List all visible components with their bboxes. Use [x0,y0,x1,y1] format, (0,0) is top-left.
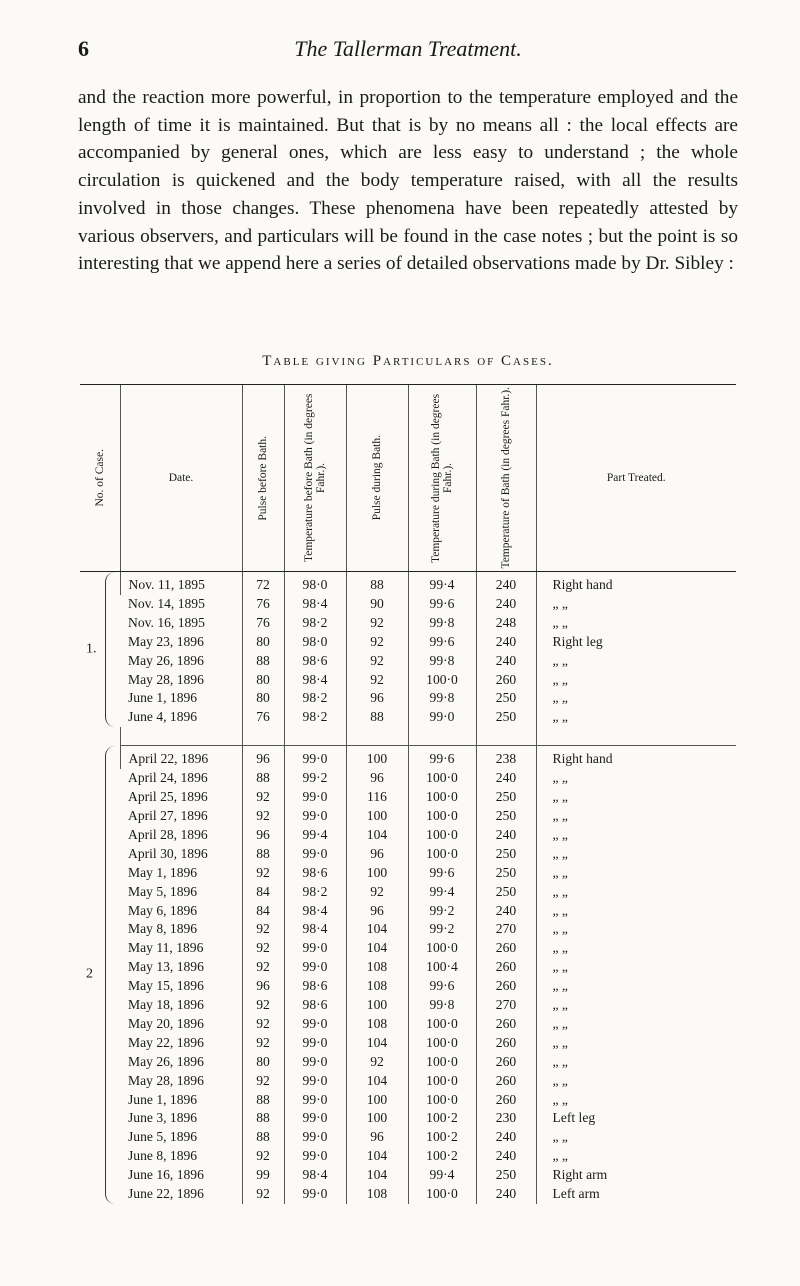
temp-before-cell: 99·0 [284,1072,346,1091]
table-row [80,864,736,883]
temp-during-cell: 100·2 [408,1147,476,1166]
pulse-before-cell: 88 [242,1091,284,1110]
pulse-during-cell: 96 [346,902,408,921]
date-cell: Nov. 14, 1895 [128,595,205,611]
date-cell: June 3, 1896 [128,1110,198,1126]
temp-before-cell: 99·4 [284,826,346,845]
part-cell: „ „ [536,958,736,977]
pulse-during-cell: 104 [346,1166,408,1185]
temp-during-cell: 99·4 [408,1166,476,1185]
part-cell: „ „ [536,1147,736,1166]
temp-before-cell: 98·4 [284,1166,346,1185]
temp-during-cell: 99·8 [408,652,476,671]
temp-before-cell: 98·6 [284,977,346,996]
temp-before-cell: 99·0 [284,845,346,864]
table-row [80,1185,736,1204]
pulse-during-cell: 108 [346,1185,408,1204]
table-row [80,1109,736,1128]
temp-before-cell: 99·0 [284,788,346,807]
part-cell: „ „ [536,939,736,958]
pulse-before-cell: 92 [242,920,284,939]
pulse-before-cell: 92 [242,788,284,807]
part-cell: „ „ [536,807,736,826]
part-cell: Right arm [536,1166,736,1185]
table-row [80,614,736,633]
date-cell: June 5, 1896 [128,1129,198,1145]
pulse-during-cell: 100 [346,807,408,826]
date-cell: April 22, 1896 [120,746,242,769]
date-cell: May 28, 1896 [128,1072,204,1088]
table-row [80,826,736,845]
temp-during-cell: 100·2 [408,1109,476,1128]
header-pulse-during: Pulse during Bath. [346,385,408,572]
table-row [80,1147,736,1166]
pulse-before-cell: 92 [242,1034,284,1053]
temp-during-cell: 100·0 [408,1091,476,1110]
temp-bath-cell: 260 [476,1072,536,1091]
date-cell: June 1, 1896 [128,1091,198,1107]
date-cell: May 15, 1896 [128,978,204,994]
temp-before-cell: 99·0 [284,807,346,826]
temp-during-cell: 100·0 [408,1034,476,1053]
temp-before-cell: 99·0 [284,1185,346,1204]
temp-before-cell: 98·6 [284,996,346,1015]
temp-before-cell: 99·0 [284,1034,346,1053]
temp-bath-cell: 270 [476,920,536,939]
temp-before-cell: 98·2 [284,708,346,727]
pulse-before-cell: 96 [242,746,284,769]
part-cell: „ „ [536,1034,736,1053]
pulse-before-cell: 92 [242,1015,284,1034]
temp-bath-cell: 260 [476,1091,536,1110]
table-row [80,883,736,902]
table-row [80,633,736,652]
temp-before-cell: 98·6 [284,864,346,883]
part-cell: „ „ [536,1015,736,1034]
part-cell: Right leg [536,633,736,652]
part-cell: Right hand [536,572,736,595]
pulse-before-cell: 88 [242,652,284,671]
temp-before-cell: 99·0 [284,1091,346,1110]
temp-bath-cell: 240 [476,769,536,788]
pulse-during-cell: 96 [346,845,408,864]
page-number: 6 [78,36,89,61]
table-row [80,1091,736,1110]
pulse-during-cell: 104 [346,1147,408,1166]
temp-before-cell: 98·6 [284,652,346,671]
temp-bath-cell: 240 [476,1128,536,1147]
date-cell: April 24, 1896 [128,770,208,786]
pulse-before-cell: 88 [242,1109,284,1128]
pulse-before-cell: 96 [242,977,284,996]
date-cell: June 16, 1896 [128,1167,204,1183]
temp-during-cell: 100·0 [408,845,476,864]
temp-before-cell: 98·4 [284,902,346,921]
date-cell: May 11, 1896 [128,940,204,956]
table-row [80,977,736,996]
temp-during-cell: 99·4 [408,883,476,902]
group-separator [80,727,736,746]
date-cell: May 26, 1896 [128,652,204,668]
pulse-before-cell: 84 [242,902,284,921]
case-number: 1. [86,641,97,657]
pulse-before-cell: 76 [242,614,284,633]
temp-bath-cell: 260 [476,1034,536,1053]
temp-during-cell: 99·6 [408,746,476,769]
pulse-during-cell: 108 [346,958,408,977]
date-cell: May 1, 1896 [128,864,198,880]
pulse-during-cell: 92 [346,652,408,671]
temp-during-cell: 100·2 [408,1128,476,1147]
temp-during-cell: 99·2 [408,920,476,939]
temp-bath-cell: 250 [476,883,536,902]
table-row [80,1128,736,1147]
part-cell: „ „ [536,996,736,1015]
part-cell: „ „ [536,769,736,788]
pulse-before-cell: 80 [242,1053,284,1072]
separator-cell [476,727,536,746]
pulse-during-cell: 100 [346,864,408,883]
part-cell: Left arm [536,1185,736,1204]
temp-during-cell: 99·0 [408,708,476,727]
temp-bath-cell: 238 [476,746,536,769]
pulse-before-cell: 84 [242,883,284,902]
temp-during-cell: 99·6 [408,977,476,996]
pulse-during-cell: 100 [346,746,408,769]
pulse-before-cell: 96 [242,826,284,845]
pulse-during-cell: 104 [346,920,408,939]
header-temp-during: Temperature during Bath (in degrees Fahr.). [408,385,476,572]
part-cell: „ „ [536,902,736,921]
temp-bath-cell: 250 [476,807,536,826]
date-cell: June 1, 1896 [128,690,198,706]
table-row [80,920,736,939]
header-date: Date. [120,385,242,572]
separator-cell [346,727,408,746]
pulse-during-cell: 108 [346,1015,408,1034]
temp-before-cell: 98·2 [284,883,346,902]
pulse-during-cell: 100 [346,1109,408,1128]
temp-bath-cell: 260 [476,1015,536,1034]
date-cell: June 8, 1896 [128,1148,198,1164]
pulse-during-cell: 96 [346,1128,408,1147]
header-temp-bath: Temperature of Bath (in degrees Fahr.). [476,385,536,572]
part-cell: „ „ [536,1072,736,1091]
temp-before-cell: 98·4 [284,920,346,939]
date-cell: Nov. 16, 1895 [128,614,205,630]
pulse-during-cell: 116 [346,788,408,807]
part-cell: „ „ [536,689,736,708]
running-title: The Tallerman Treatment. [294,36,522,61]
date-cell: May 26, 1896 [128,1053,204,1069]
header-part: Part Treated. [536,385,736,572]
header-pulse-before: Pulse before Bath. [242,385,284,572]
temp-during-cell: 99·8 [408,996,476,1015]
date-cell: April 25, 1896 [128,789,208,805]
temp-during-cell: 100·0 [408,769,476,788]
pulse-before-cell: 92 [242,996,284,1015]
pulse-before-cell: 92 [242,864,284,883]
temp-during-cell: 99·2 [408,902,476,921]
temp-during-cell: 100·0 [408,788,476,807]
table-row [80,788,736,807]
temp-before-cell: 99·0 [284,1109,346,1128]
temp-during-cell: 100·0 [408,1053,476,1072]
temp-bath-cell: 260 [476,939,536,958]
temp-bath-cell: 250 [476,788,536,807]
date-cell: May 22, 1896 [128,1034,204,1050]
separator-cell [536,727,736,746]
separator-cell [284,727,346,746]
temp-before-cell: 99·0 [284,1015,346,1034]
pulse-during-cell: 92 [346,1053,408,1072]
part-cell: „ „ [536,864,736,883]
temp-bath-cell: 260 [476,1053,536,1072]
part-cell: „ „ [536,1053,736,1072]
header-temp-before: Temperature before Bath (in degrees Fahr.). [284,385,346,572]
temp-during-cell: 100·0 [408,1072,476,1091]
part-cell: „ „ [536,614,736,633]
pulse-during-cell: 104 [346,939,408,958]
pulse-before-cell: 92 [242,958,284,977]
page-header [78,36,738,66]
pulse-during-cell: 92 [346,614,408,633]
table-row [80,708,736,727]
temp-bath-cell: 260 [476,671,536,690]
temp-during-cell: 100·0 [408,1015,476,1034]
temp-during-cell: 100·0 [408,1185,476,1204]
temp-during-cell: 99·6 [408,864,476,883]
temp-bath-cell: 250 [476,689,536,708]
temp-during-cell: 99·4 [408,572,476,595]
pulse-before-cell: 99 [242,1166,284,1185]
date-cell: May 28, 1896 [128,671,204,687]
temp-bath-cell: 250 [476,845,536,864]
table-row [80,689,736,708]
part-cell: „ „ [536,845,736,864]
temp-bath-cell: 248 [476,614,536,633]
temp-during-cell: 100·4 [408,958,476,977]
brace-bracket [105,572,116,727]
pulse-during-cell: 104 [346,826,408,845]
temp-before-cell: 99·0 [284,746,346,769]
temp-before-cell: 98·0 [284,633,346,652]
temp-bath-cell: 240 [476,652,536,671]
temp-before-cell: 99·0 [284,939,346,958]
temp-before-cell: 99·0 [284,1147,346,1166]
temp-before-cell: 99·0 [284,1053,346,1072]
table-row [80,1072,736,1091]
pulse-during-cell: 96 [346,769,408,788]
pulse-before-cell: 92 [242,939,284,958]
table-title: Table giving Particulars of Cases. [262,353,554,369]
part-cell: Left leg [536,1109,736,1128]
pulse-before-cell: 80 [242,633,284,652]
pulse-before-cell: 76 [242,708,284,727]
date-cell: May 8, 1896 [128,921,198,937]
table-row [80,769,736,788]
date-cell: May 20, 1896 [128,1015,204,1031]
pulse-during-cell: 88 [346,572,408,595]
temp-before-cell: 98·0 [284,572,346,595]
separator-cell [408,727,476,746]
temp-during-cell: 100·0 [408,671,476,690]
part-cell: „ „ [536,920,736,939]
table-row [80,746,736,769]
body-paragraph: and the reaction more powerful, in proportion to the temperature employed and the length of time it is maintained. But that is by no means all : the local effects are accompanied by general ones, which are less easy to understand ; the whole circulation is quickened and the body temperature raised, with all the results involved in those changes. These phenomena have been repeatedly attested by various observers, and particulars will be found in the case notes ; but the point is so interesting that we append here a series of detailed observations made by Dr. Sibley : [78,87,738,275]
part-cell: „ „ [536,788,736,807]
date-cell: May 5, 1896 [128,883,198,899]
part-cell: „ „ [536,708,736,727]
pulse-before-cell: 92 [242,1147,284,1166]
part-cell: „ „ [536,1091,736,1110]
pulse-before-cell: 92 [242,807,284,826]
pulse-during-cell: 100 [346,1091,408,1110]
temp-before-cell: 99·2 [284,769,346,788]
part-cell: „ „ [536,595,736,614]
date-cell: May 13, 1896 [128,959,204,975]
temp-before-cell: 99·0 [284,1128,346,1147]
pulse-during-cell: 96 [346,689,408,708]
date-cell: June 22, 1896 [128,1186,204,1202]
part-cell: „ „ [536,671,736,690]
temp-during-cell: 99·8 [408,614,476,633]
brace-bracket [105,746,116,1204]
table-row [80,652,736,671]
temp-before-cell: 98·2 [284,689,346,708]
date-cell: April 28, 1896 [128,826,208,842]
temp-bath-cell: 240 [476,1147,536,1166]
table-row [80,1166,736,1185]
case-number-cell [80,572,120,728]
table-row [80,845,736,864]
pulse-before-cell: 88 [242,1128,284,1147]
part-cell: „ „ [536,883,736,902]
header-case-no: No. of Case. [80,385,120,572]
date-cell: May 23, 1896 [128,633,204,649]
part-cell: „ „ [536,826,736,845]
separator-cell [242,727,284,746]
temp-before-cell: 98·4 [284,671,346,690]
pulse-before-cell: 88 [242,769,284,788]
temp-bath-cell: 250 [476,708,536,727]
temp-during-cell: 99·8 [408,689,476,708]
separator-cell [120,727,242,746]
table-row [80,958,736,977]
pulse-during-cell: 92 [346,633,408,652]
temp-bath-cell: 240 [476,633,536,652]
date-cell: May 18, 1896 [128,997,204,1013]
date-cell: April 27, 1896 [128,807,208,823]
part-cell: „ „ [536,977,736,996]
pulse-during-cell: 104 [346,1072,408,1091]
case-number-cell [80,746,120,1204]
temp-before-cell: 98·4 [284,595,346,614]
temp-during-cell: 99·6 [408,633,476,652]
table-row [80,807,736,826]
pulse-during-cell: 92 [346,883,408,902]
table-row [80,595,736,614]
cases-table [80,384,736,1204]
case-number: 2 [86,966,93,982]
pulse-during-cell: 100 [346,996,408,1015]
pulse-before-cell: 76 [242,595,284,614]
temp-bath-cell: 270 [476,996,536,1015]
temp-before-cell: 98·2 [284,614,346,633]
temp-bath-cell: 230 [476,1109,536,1128]
date-cell: Nov. 11, 1895 [120,572,242,595]
pulse-during-cell: 104 [346,1034,408,1053]
date-cell: May 6, 1896 [128,902,198,918]
temp-during-cell: 100·0 [408,826,476,845]
pulse-before-cell: 88 [242,845,284,864]
part-cell: „ „ [536,1128,736,1147]
temp-bath-cell: 250 [476,1166,536,1185]
table-row [80,1034,736,1053]
temp-bath-cell: 250 [476,864,536,883]
temp-during-cell: 99·6 [408,595,476,614]
temp-bath-cell: 240 [476,826,536,845]
temp-bath-cell: 240 [476,1185,536,1204]
table-row [80,1053,736,1072]
temp-bath-cell: 240 [476,902,536,921]
temp-during-cell: 100·0 [408,807,476,826]
table-row [80,996,736,1015]
pulse-during-cell: 92 [346,671,408,690]
pulse-before-cell: 72 [242,572,284,595]
pulse-before-cell: 80 [242,671,284,690]
date-cell: April 30, 1896 [128,845,208,861]
pulse-during-cell: 88 [346,708,408,727]
temp-bath-cell: 260 [476,958,536,977]
pulse-before-cell: 92 [242,1072,284,1091]
temp-during-cell: 100·0 [408,939,476,958]
pulse-before-cell: 92 [242,1185,284,1204]
temp-before-cell: 99·0 [284,958,346,977]
table-row [80,1015,736,1034]
table-row [80,671,736,690]
temp-bath-cell: 260 [476,977,536,996]
part-cell: „ „ [536,652,736,671]
part-cell: Right hand [536,746,736,769]
table-row [80,902,736,921]
separator-cell [80,727,120,746]
temp-bath-cell: 240 [476,595,536,614]
table-header-row [80,385,736,572]
temp-bath-cell: 240 [476,572,536,595]
pulse-during-cell: 90 [346,595,408,614]
pulse-before-cell: 80 [242,689,284,708]
pulse-during-cell: 108 [346,977,408,996]
date-cell: June 4, 1896 [128,709,198,725]
table-row [80,572,736,595]
table-row [80,939,736,958]
